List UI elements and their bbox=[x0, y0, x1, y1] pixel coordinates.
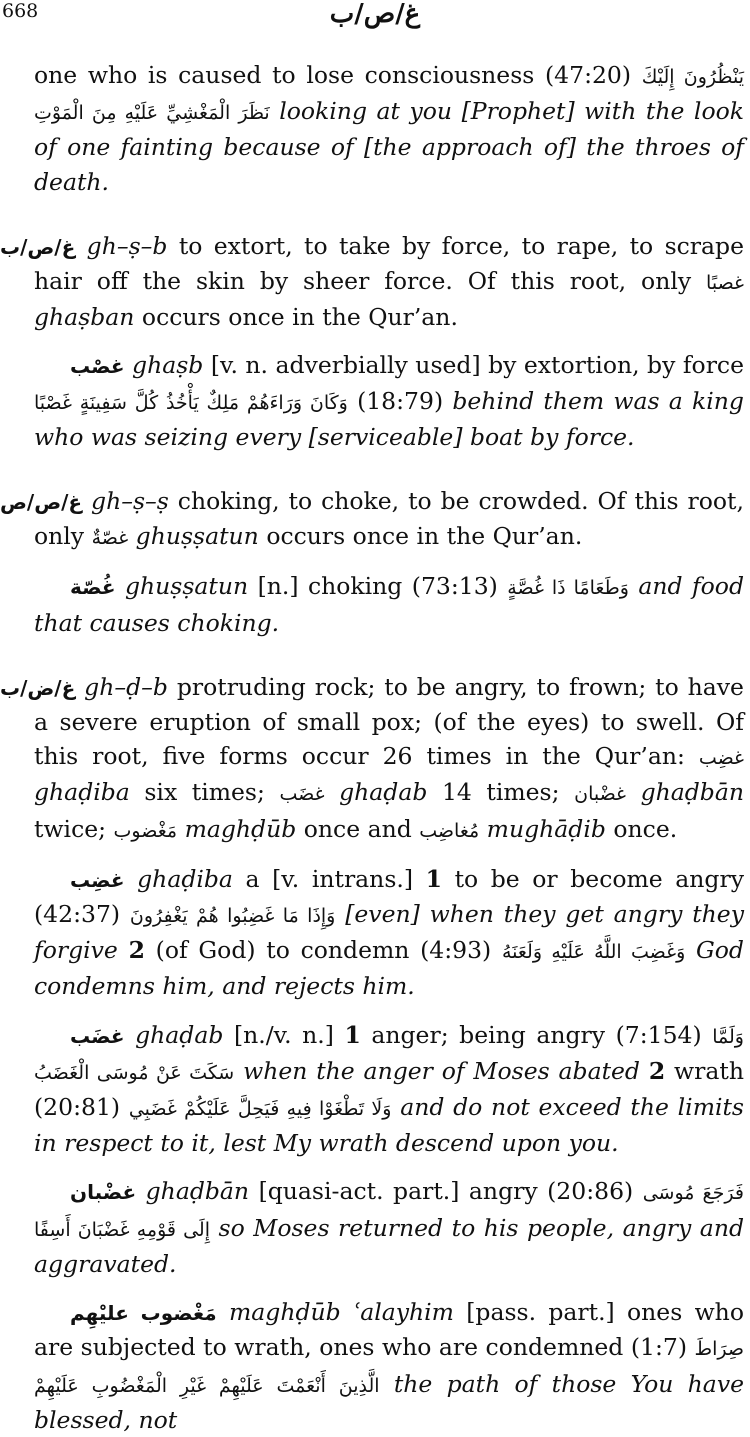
quran-quote: وَكَانَ وَرَاءَهُمْ مَلِكٌ يَأْخُذُ كُلَّ سَفِينَةٍ غَصْبًا bbox=[34, 391, 348, 414]
quran-quote: وَلَمَّا سَكَتَ عَنْ مُوسَى الْغَضَبُ bbox=[34, 1025, 744, 1084]
root-summary: occurs once in the Qur’an. bbox=[141, 303, 458, 332]
form-count: once and bbox=[303, 814, 412, 843]
verse-reference: (18:79) bbox=[357, 386, 444, 415]
root-transliteration: gh–ḍ–b bbox=[84, 672, 168, 701]
quran-quote: وَلَا تَطْغَوْا فِيهِ فَيَحِلَّ عَلَيْكُمْ غَضَبِي bbox=[128, 1098, 392, 1121]
quote-translation: and food that causes choking. bbox=[34, 572, 744, 637]
definition: (of God) to condemn (4:93) bbox=[155, 936, 492, 965]
sub-entry-maghdub bbox=[0, 1295, 750, 1437]
headword-arabic: غضْبان bbox=[70, 1180, 137, 1205]
definition: to be or become angry (42:37) bbox=[34, 864, 744, 929]
form-count: six times; bbox=[144, 778, 265, 807]
form-arabic: غصبًا bbox=[706, 272, 744, 295]
quote-translation: [even] when they get angry they forgive bbox=[34, 900, 744, 965]
quran-quote: وَغَضِبَ اللَّهُ عَلَيْهِ وَلَعَنَهُ bbox=[501, 941, 686, 964]
form-count: once. bbox=[613, 814, 678, 843]
continuation-text: one who is caused to lose consciousness (47:20) bbox=[34, 61, 632, 89]
root-entry-gh-d-b bbox=[0, 670, 750, 848]
form-transliteration-ghadab: ghaḍab bbox=[339, 778, 428, 807]
root-summary: occurs once in the Qur’an. bbox=[266, 522, 583, 551]
headword-arabic: غضَب bbox=[70, 1023, 125, 1048]
headword-transliteration: maghḍūb ʿalayhim bbox=[228, 1298, 454, 1327]
sense-number: 1 bbox=[425, 864, 442, 893]
quran-quote: يَنْظُرُونَ إِلَيْكَ نَظَرَ الْمَغْشِيِّ عَلَيْهِ مِنَ الْمَوْتِ bbox=[34, 66, 744, 125]
form-transliteration-ghadban: ghaḍbān bbox=[640, 778, 744, 807]
form-arabic-mughadib: مُغاضِب bbox=[419, 819, 480, 842]
quran-quote: فَرَجَعَ مُوسَى إِلَى قَوْمِهِ غَضْبَانَ أَسِفًا bbox=[34, 1182, 744, 1241]
headword-arabic: غضِب bbox=[70, 867, 125, 892]
quran-quote: صِرَاطَ الَّذِينَ أَنْعَمْتَ عَلَيْهِمْ غَيْرِ الْمَغْضُوبِ عَلَيْهِمْ bbox=[34, 1338, 744, 1397]
root-entry-gh-s-b bbox=[0, 229, 750, 335]
form-arabic-ghadiba: غضِب bbox=[698, 747, 744, 770]
grammar-note: a [v. intrans.] bbox=[245, 864, 414, 893]
sub-entry-ghadab bbox=[0, 1018, 750, 1161]
definition: [n.] choking (73:13) bbox=[257, 572, 498, 601]
headword-transliteration: ghaḍbān bbox=[145, 1177, 250, 1206]
headword-transliteration: ghaṣb bbox=[132, 351, 204, 380]
page-header bbox=[0, 0, 750, 40]
form-arabic-ghadban: غضْبان bbox=[574, 783, 626, 806]
headword-transliteration: ghaḍab bbox=[135, 1020, 224, 1049]
root-definition: protruding rock; to be angry, to frown; to have a severe eruption of small pox; (of the eyes) to swell. Of this root, five forms occur 26 times in the Qur’an: bbox=[34, 672, 744, 771]
form-count: 14 times; bbox=[441, 778, 560, 807]
headword-arabic: غُصّة bbox=[70, 575, 116, 600]
root-entry-gh-s-s bbox=[0, 484, 750, 555]
root-definition: to extort, to take by force, to rape, to scrape hair off the skin by sheer force. Of this root, only bbox=[34, 231, 744, 296]
definition: anger; being angry (7:154) bbox=[371, 1020, 702, 1049]
form-transliteration-ghadiba: ghaḍiba bbox=[34, 778, 130, 807]
quote-translation: when the anger of Moses abated bbox=[243, 1056, 640, 1085]
form-transliteration: ghuṣṣatun bbox=[135, 522, 259, 551]
sense-number: 2 bbox=[648, 1056, 666, 1085]
quote-translation: looking at you [Prophet] with the look of one fainting because of [the approach of] the throes of death. bbox=[34, 97, 744, 196]
form-arabic: غصّةٌ bbox=[91, 527, 129, 550]
root-transliteration: gh–ṣ–ṣ bbox=[91, 487, 169, 516]
definition: [quasi-act. part.] angry (20:86) bbox=[258, 1177, 634, 1206]
root-transliteration: gh–ṣ–b bbox=[86, 231, 168, 260]
dictionary-body bbox=[0, 58, 750, 1437]
form-arabic-maghdub: مَغْضوب bbox=[113, 819, 178, 842]
sense-number: 1 bbox=[344, 1020, 361, 1049]
definition: wrath (20:81) bbox=[34, 1056, 744, 1122]
quran-quote: وَطَعَامًا ذَا غُصَّةٍ bbox=[507, 577, 629, 600]
quote-translation: and do not exceed the limits in respect to it, lest My wrath descend upon you. bbox=[34, 1093, 744, 1158]
sub-entry-ghadban bbox=[0, 1174, 750, 1281]
form-transliteration-maghdub: maghḍūb bbox=[184, 814, 297, 843]
running-head-root: غ/ص/ب bbox=[329, 0, 421, 29]
headword-arabic: غصْب bbox=[70, 354, 125, 379]
root-letters: غ/ض/ب bbox=[0, 675, 76, 700]
quote-translation: behind them was a king who was seizing every [serviceable] boat by force. bbox=[34, 386, 744, 451]
definition: [pass. part.] ones who are subjected to wrath, ones who are condemned (1:7) bbox=[34, 1298, 744, 1362]
page-number: 668 bbox=[2, 0, 39, 22]
continuation-paragraph bbox=[0, 58, 750, 199]
headword-transliteration: ghaḍiba bbox=[137, 864, 233, 893]
headword-arabic: مَغْضوب عليْهِم bbox=[70, 1301, 217, 1326]
definition: [v. n. adverbially used] by extortion, by force bbox=[210, 351, 744, 380]
form-transliteration-mughadib: mughāḍib bbox=[486, 814, 606, 843]
quote-translation: the path of those You have blessed, not bbox=[34, 1369, 744, 1434]
grammar-note: [n./v. n.] bbox=[233, 1020, 334, 1049]
root-letters: غ/ص/ص bbox=[0, 490, 83, 515]
form-count: twice; bbox=[34, 814, 107, 843]
form-arabic-ghadab: غضَب bbox=[279, 783, 325, 806]
sub-entry-ghussatun bbox=[0, 569, 750, 639]
quran-quote: وَإِذَا مَا غَضِبُوا هُمْ يَغْفِرُونَ bbox=[129, 905, 336, 928]
headword-transliteration: ghuṣṣatun bbox=[124, 572, 249, 601]
sub-entry-ghasb bbox=[0, 348, 750, 454]
root-definition: choking, to choke, to be crowded. Of this root, only bbox=[34, 487, 744, 551]
quote-translation: God condemns him, and rejects him. bbox=[34, 936, 744, 1001]
quote-translation: so Moses returned to his people, angry and aggravated. bbox=[34, 1213, 744, 1278]
sense-number: 2 bbox=[128, 936, 145, 965]
sub-entry-ghadiba bbox=[0, 862, 750, 1004]
form-transliteration: ghaṣban bbox=[34, 303, 135, 332]
root-letters: غ/ص/ب bbox=[0, 234, 76, 259]
